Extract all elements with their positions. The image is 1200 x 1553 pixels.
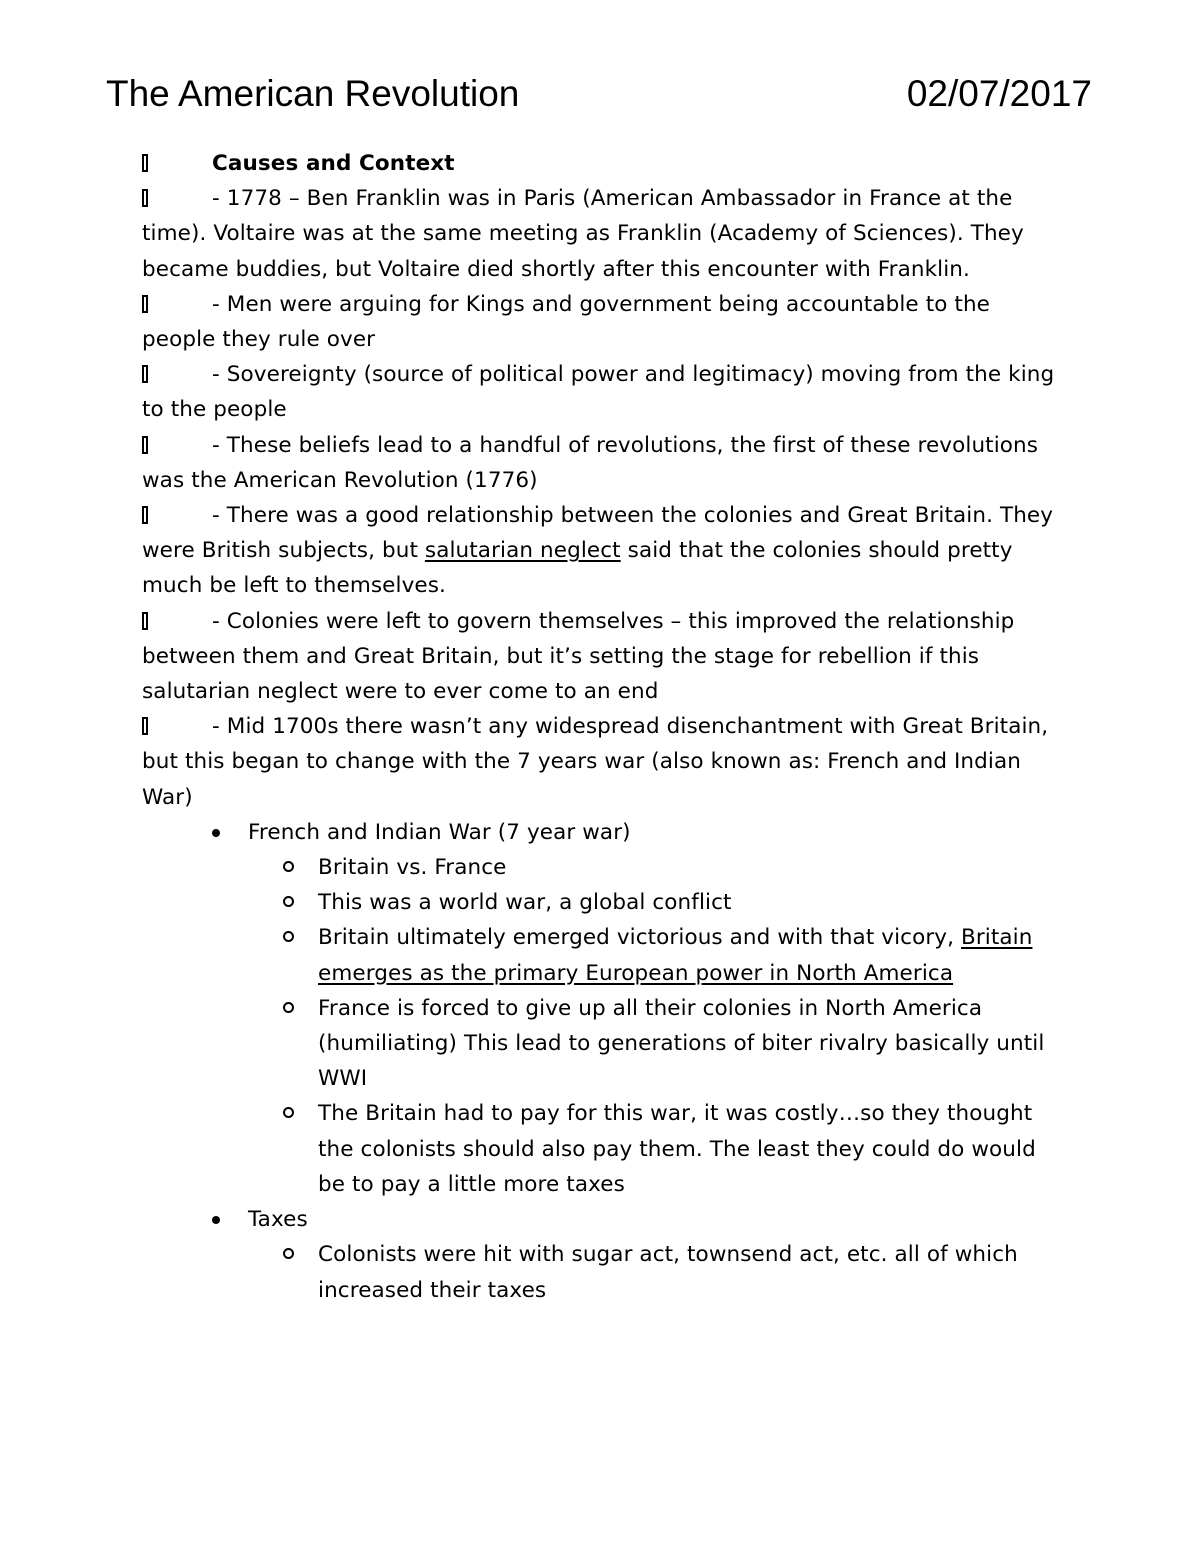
bullet-dot-icon	[212, 829, 220, 837]
bullet-circle-icon	[283, 931, 294, 942]
sub-bullet-item: Colonists were hit with sugar act, townsend act, etc. all of which increased their taxes	[0, 1237, 1200, 1307]
bullet-dot-icon	[212, 1216, 220, 1224]
box-marker-icon	[142, 154, 148, 172]
sub-bullet-item: Britain vs. France	[0, 850, 1200, 885]
underlined-term: Britain emerges as the primary European power in North America	[318, 925, 1033, 986]
sub-bullet-item: This was a world war, a global conflict	[0, 885, 1200, 920]
box-marker-icon	[142, 506, 148, 524]
note-paragraph: - These beliefs lead to a handful of revolutions, the first of these revolutions was the American Revolution (1776)	[142, 432, 1039, 493]
bullet-circle-icon	[283, 1107, 294, 1118]
bullet-item: Taxes	[0, 1202, 1200, 1237]
note-paragraph: - Sovereignty (source of political power and legitimacy) moving from the king to the people	[142, 362, 1055, 423]
note-paragraph: - Mid 1700s there wasn’t any widespread disenchantment with Great Britain, but this began to change with the 7 years war (also known as: French and Indian War)	[142, 714, 1049, 810]
note-paragraph: - There was a good relationship between the colonies and Great Britain. They were British subjects, but salutarian neglect said that the colonies should pretty much be left to themselves.	[142, 503, 1054, 599]
notes-body	[0, 146, 1200, 1308]
bullet-item: French and Indian War (7 year war)	[0, 815, 1200, 850]
document-header	[106, 70, 1092, 118]
underlined-term: salutarian neglect	[424, 538, 621, 564]
box-marker-icon	[142, 189, 148, 207]
section-heading: Causes and Context	[0, 146, 1200, 181]
document-title: The American Revolution	[106, 73, 520, 114]
note-paragraph: - Colonies were left to govern themselves – this improved the relationship between them and Great Britain, but it’s setting the stage for rebellion if this salutarian neglect were to ever come to an end	[142, 608, 1015, 705]
bullet-circle-icon	[283, 1248, 294, 1259]
sub-bullet-item: The Britain had to pay for this war, it was costly…so they thought the colonists should also pay them. The least they could do would be to pay a little more taxes	[0, 1096, 1200, 1202]
note-paragraph: - 1778 – Ben Franklin was in Paris (American Ambassador in France at the time). Voltaire was at the same meeting as Franklin (Academy of Sciences). They became buddies, but Voltaire died shortly after this encounter with Franklin.	[142, 186, 1024, 282]
bullet-circle-icon	[283, 1002, 294, 1013]
note-paragraph: - Men were arguing for Kings and government being accountable to the people they rule over	[142, 291, 990, 353]
box-marker-icon	[142, 717, 148, 735]
box-marker-icon	[142, 295, 148, 313]
box-marker-icon	[142, 436, 148, 454]
box-marker-icon	[142, 612, 148, 630]
sub-bullet-item: Britain ultimately emerged victorious and with that vicory, Britain emerges as the primary European power in North America	[0, 920, 1200, 990]
document-date: 02/07/2017	[906, 73, 1092, 114]
bullet-circle-icon	[283, 896, 294, 907]
bullet-circle-icon	[283, 861, 294, 872]
box-marker-icon	[142, 365, 148, 383]
sub-bullet-item: France is forced to give up all their colonies in North America (humiliating) This lead to generations of biter rivalry basically until WWI	[0, 991, 1200, 1097]
